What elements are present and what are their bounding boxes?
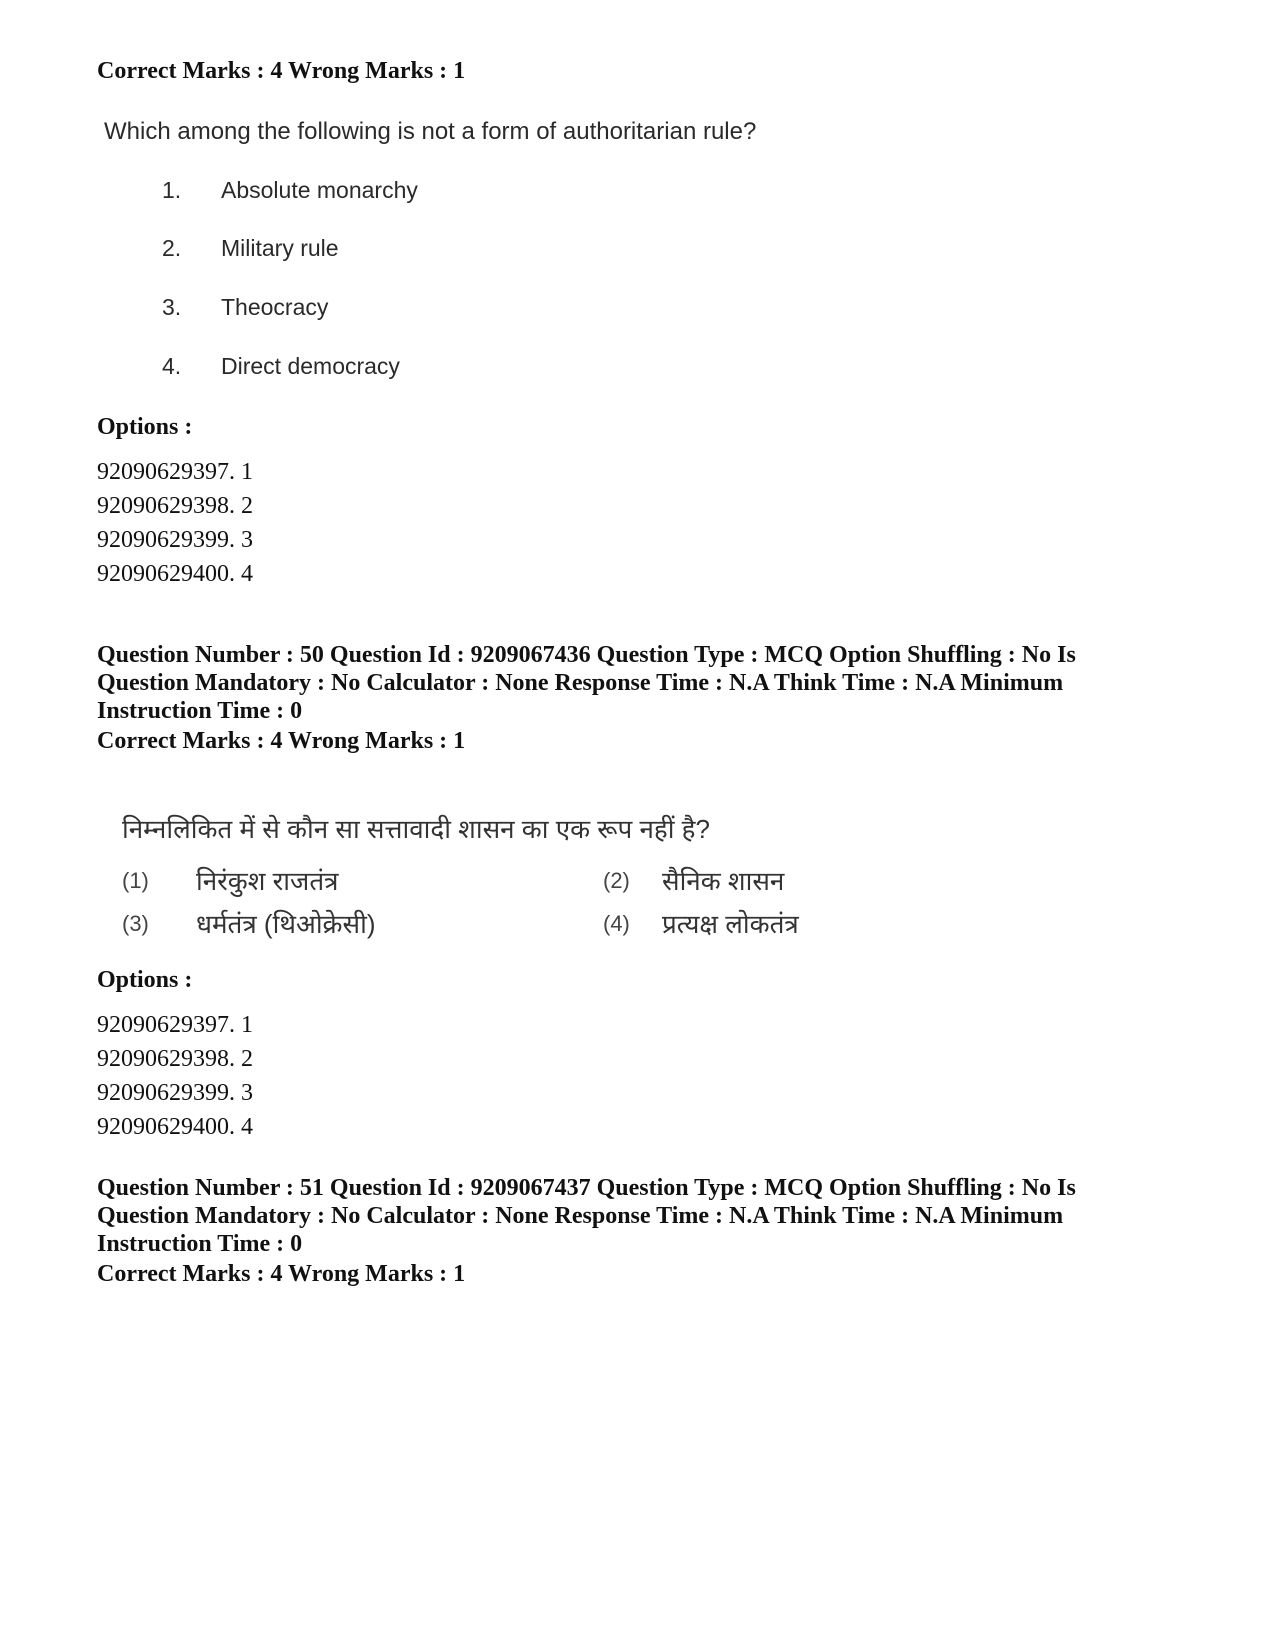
question-meta: Question Number : 50 Question Id : 9209067436 Question Type : MCQ Option Shuffling : No Is Question Mandatory : No Calculator : None Response Time : N.A Think Time : N.A Minimum Instruction Time : 0 [97,642,1076,724]
choice-number: 2. [162,235,182,261]
choice-number: 3. [162,294,182,320]
options-list [97,455,253,591]
choice-text: Military rule [221,235,339,261]
correct-wrong-marks: Correct Marks : 4 Wrong Marks : 1 [97,728,466,754]
option-row: 92090629397. 1 [97,459,253,485]
choice-text: सैनिक शासन [662,866,785,896]
option-row: 92090629400. 4 [97,1114,253,1140]
choice-number: 1. [162,177,182,203]
question-text-english: Which among the following is not a form of authoritarian rule? [104,118,757,145]
choice-number: (4) [603,911,630,936]
choice-text: Absolute monarchy [221,177,418,203]
option-row: 92090629399. 3 [97,1080,253,1106]
choice-text: धर्मतंत्र (थिओक्रेसी) [196,909,376,939]
choice-number: (2) [603,868,630,893]
option-row: 92090629400. 4 [97,561,253,587]
choice-number: 4. [162,353,182,379]
correct-wrong-marks: Correct Marks : 4 Wrong Marks : 1 [97,1261,466,1287]
choice-number: (1) [122,868,149,893]
question-meta: Question Number : 51 Question Id : 9209067437 Question Type : MCQ Option Shuffling : No Is Question Mandatory : No Calculator : None Response Time : N.A Think Time : N.A Minimum Instruction Time : 0 [97,1175,1076,1257]
options-heading: Options : [97,967,193,993]
choice-text: प्रत्यक्ष लोकतंत्र [662,909,799,939]
options-heading: Options : [97,414,193,440]
option-row: 92090629398. 2 [97,1046,253,1072]
options-list [97,1008,253,1144]
option-row: 92090629399. 3 [97,527,253,553]
choice-number: (3) [122,911,149,936]
question-text-hindi: निम्नलिकित में से कौन सा सत्तावादी शासन का एक रूप नहीं है? [122,814,710,844]
choice-text: Direct democracy [221,353,400,379]
option-row: 92090629397. 1 [97,1012,253,1038]
choice-text: Theocracy [221,294,329,320]
correct-wrong-marks: Correct Marks : 4 Wrong Marks : 1 [97,58,466,84]
choice-text: निरंकुश राजतंत्र [196,866,339,896]
option-row: 92090629398. 2 [97,493,253,519]
